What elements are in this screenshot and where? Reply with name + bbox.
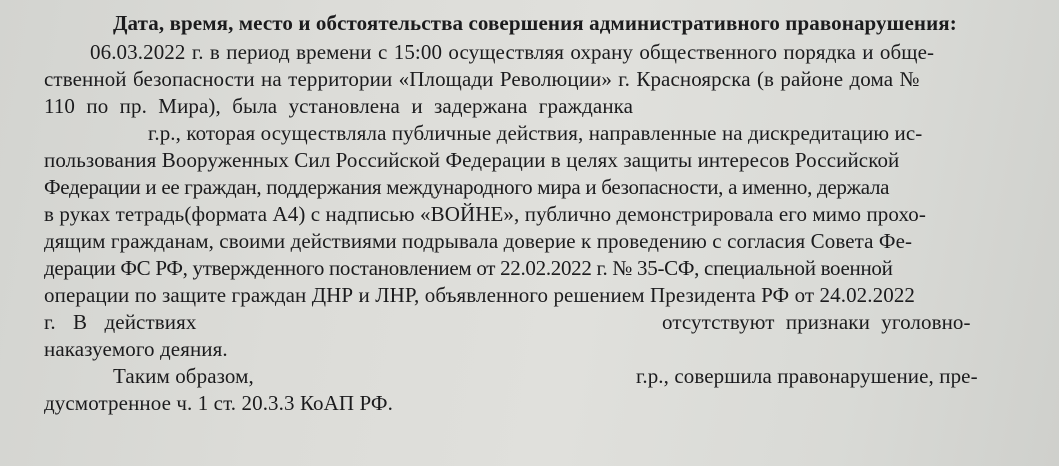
text-line-5: пользования Вооруженных Сил Российской Федерации в целях защиты интересов Российской bbox=[44, 148, 900, 172]
text-line-13-left: Таким образом, bbox=[113, 364, 254, 388]
text-line-6: Федерации и ее граждан, поддержания международного мира и безопасности, а именно, держала bbox=[44, 175, 890, 199]
text-line-4: г.р., которая осуществляла публичные действия, направленные на дискредитацию ис- bbox=[148, 121, 923, 145]
text-line-10: операции по защите граждан ДНР и ЛНР, объявленного решением Президента РФ от 24.02.2022 bbox=[44, 283, 916, 307]
text-line-1: 06.03.2022 г. в период времени с 15:00 осуществляя охрану общественного порядка и обще- bbox=[90, 40, 935, 64]
text-line-11-left: г. В действиях bbox=[44, 310, 197, 334]
text-line-11-right: отсутствуют признаки уголовно- bbox=[662, 310, 971, 334]
text-line-8: дящим гражданам, своими действиями подрывала доверие к проведению с согласия Совета Фе- bbox=[44, 229, 913, 253]
text-line-13-right: г.р., совершила правонарушение, пре- bbox=[636, 364, 978, 388]
text-line-7: в руках тетрадь(формата А4) с надписью «ВОЙНЕ», публично демонстрировала его мимо прохо- bbox=[44, 202, 926, 226]
document-heading: Дата, время, место и обстоятельства совершения административного правонарушения: bbox=[113, 11, 957, 35]
text-line-3: 110 по пр. Мира), была установлена и задержана гражданка bbox=[44, 94, 634, 118]
text-line-2: ственной безопасности на территории «Площади Революции» г. Красноярска (в районе дома № bbox=[44, 67, 920, 91]
text-line-14: дусмотренное ч. 1 ст. 20.3.3 КоАП РФ. bbox=[44, 391, 393, 415]
text-line-12: наказуемого деяния. bbox=[44, 337, 228, 361]
text-line-9: дерации ФС РФ, утвержденного постановлением от 22.02.2022 г. № 35-СФ, специальной военной bbox=[44, 256, 893, 280]
